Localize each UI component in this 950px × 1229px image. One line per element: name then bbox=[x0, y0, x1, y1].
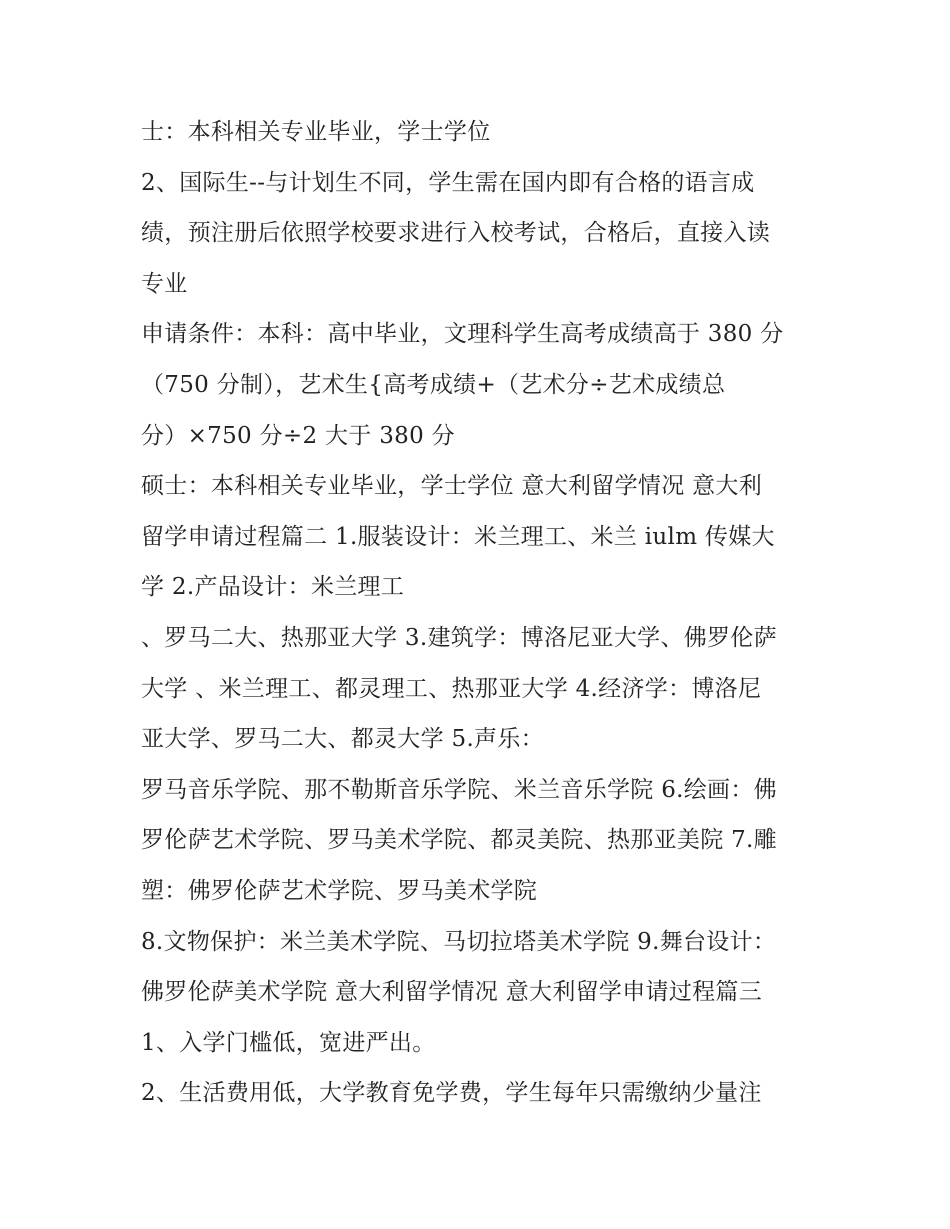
text-line: 8.文物保护：米兰美术学院、马切拉塔美术学院 9.舞台设计： bbox=[141, 928, 777, 955]
text-line: 佛罗伦萨美术学院 意大利留学情况 意大利留学申请过程篇三 bbox=[141, 979, 763, 1006]
text-line: 绩，预注册后依照学校要求进行入校考试，合格后，直接入读 bbox=[141, 220, 771, 247]
text-line: 罗马音乐学院、那不勒斯音乐学院、米兰音乐学院 6.绘画：佛 bbox=[141, 776, 777, 803]
text-line: 留学申请过程篇二 1.服装设计：米兰理工、米兰 iulm 传媒大 bbox=[141, 523, 775, 550]
text-line: 、罗马二大、热那亚大学 3.建筑学：博洛尼亚大学、佛罗伦萨 bbox=[141, 624, 777, 651]
text-line: 士：本科相关专业毕业，学士学位 bbox=[141, 119, 491, 145]
text-line: 2、生活费用低，大学教育免学费，学生每年只需缴纳少量注 bbox=[141, 1080, 762, 1107]
document-body bbox=[141, 107, 841, 1119]
text-line: 专业 bbox=[141, 270, 188, 297]
text-line: 学 2.产品设计：米兰理工 bbox=[141, 574, 405, 601]
text-line: 申请条件：本科：高中毕业，文理科学生高考成绩高于 380 分 bbox=[141, 321, 784, 348]
text-line: （750 分制），艺术生{高考成绩+（艺术分÷艺术成绩总 bbox=[141, 371, 726, 398]
text-line: 塑：佛罗伦萨艺术学院、罗马美术学院 bbox=[141, 877, 538, 904]
text-line: 2、国际生--与计划生不同，学生需在国内即有合格的语言成 bbox=[141, 169, 755, 196]
text-line: 分）×750 分÷2 大于 380 分 bbox=[141, 422, 455, 449]
text-line: 1、入学门槛低，宽进严出。 bbox=[141, 1029, 436, 1056]
text-line: 罗伦萨艺术学院、罗马美术学院、都灵美院、热那亚美院 7.雕 bbox=[141, 827, 777, 854]
text-line: 硕士：本科相关专业毕业，学士学位 意大利留学情况 意大利 bbox=[141, 473, 763, 500]
text-line: 亚大学、罗马二大、都灵大学 5.声乐： bbox=[141, 726, 544, 753]
text-line: 大学 、米兰理工、都灵理工、热那亚大学 4.经济学：博洛尼 bbox=[141, 675, 762, 702]
